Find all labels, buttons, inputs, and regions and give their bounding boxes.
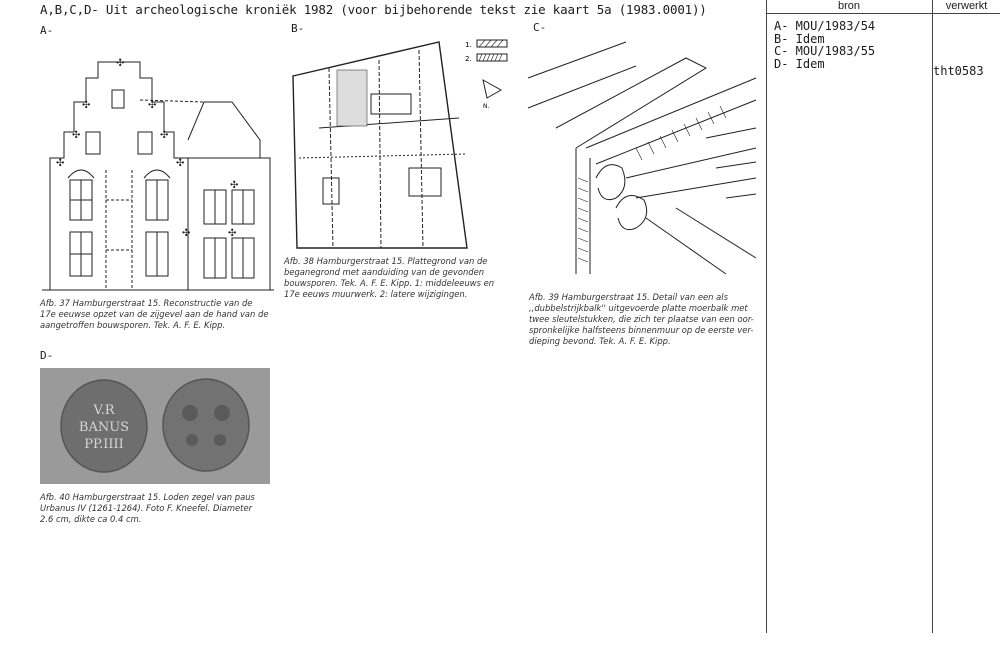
svg-text:✣: ✣ [228,228,237,239]
bron-item: C- MOU/1983/55 [774,44,876,58]
label-a: A- [40,24,54,37]
header-rule [766,13,1000,14]
svg-text:✣: ✣ [160,130,169,141]
legend-item-1: 1. [465,41,472,49]
caption-fig37: Afb. 37 Hamburgerstraat 15. Reconstructie van de 17e eeuwse opzet van de zijgevel aan de hand van de aangetroffen bouwsporen. Tek. A. F. E. Kipp. [40,298,269,330]
bron-item: D- Idem [774,56,825,71]
legend-item-2: 2. [465,55,472,63]
bron-item: A- MOU/1983/54 [774,19,876,33]
north-arrow-label: N. [483,103,490,110]
page-title: A,B,C,D- Uit archeologische kroniëk 1982 (voor bijbehorende tekst zie kaart 5a (1983.0001)) [40,2,707,17]
svg-text:✣: ✣ [148,100,157,111]
facade-drawing [42,40,274,292]
label-d: D- [40,349,54,362]
beam-detail-drawing [526,38,762,278]
sidebar-divider [766,0,767,633]
bron-column-header: bron [837,0,861,12]
verwerkt-value: tht0583 [933,64,984,78]
floor-plan-drawing [289,38,521,252]
seal-text-line-2: BANUS [78,420,130,435]
svg-text:✣: ✣ [182,228,191,239]
caption-fig39: Afb. 39 Hamburgerstraat 15. Detail van een als ,,dubbelstrijkbalk'' uitgevoerde platte moerbalk met twee sleutelstukken, die zich ter plaatse van een oor- spronkelijke halfsteens binnenmuur op de eerste ver- dieping bevond. Tek. A. F. E. Kipp. [529,292,754,346]
seal-text-line-1: V.R [93,403,115,418]
column-divider [932,0,933,633]
caption-fig38: Afb. 38 Hamburgerstraat 15. Plattegrond van de beganegrond met aanduiding van de gevonden bouwsporen. Tek. A. F. E. Kipp. 1: middeleeuws en 17e eeuws muurwerk. 2: latere wijzigingen. [284,256,495,299]
bron-item: B- Idem [774,31,825,46]
caption-fig40: Afb. 40 Hamburgerstraat 15. Loden zegel van paus Urbanus IV (1261-1264). Foto F. Kneefel. Diameter 2.6 cm, dikte ca 0.4 cm. [40,492,255,524]
label-b: B- [291,22,305,35]
verwerkt-column-header: verwerkt [945,0,988,12]
svg-text:✣: ✣ [56,158,65,169]
svg-text:✣: ✣ [116,58,125,69]
svg-text:✣: ✣ [82,100,91,111]
label-c: C- [533,21,547,34]
seal-text-line-3: PP.IIII [84,437,124,452]
svg-text:✣: ✣ [176,158,185,169]
bron-list [774,20,875,70]
svg-text:✣: ✣ [72,130,81,141]
svg-text:✣: ✣ [230,180,239,191]
seal-photo [40,368,270,484]
